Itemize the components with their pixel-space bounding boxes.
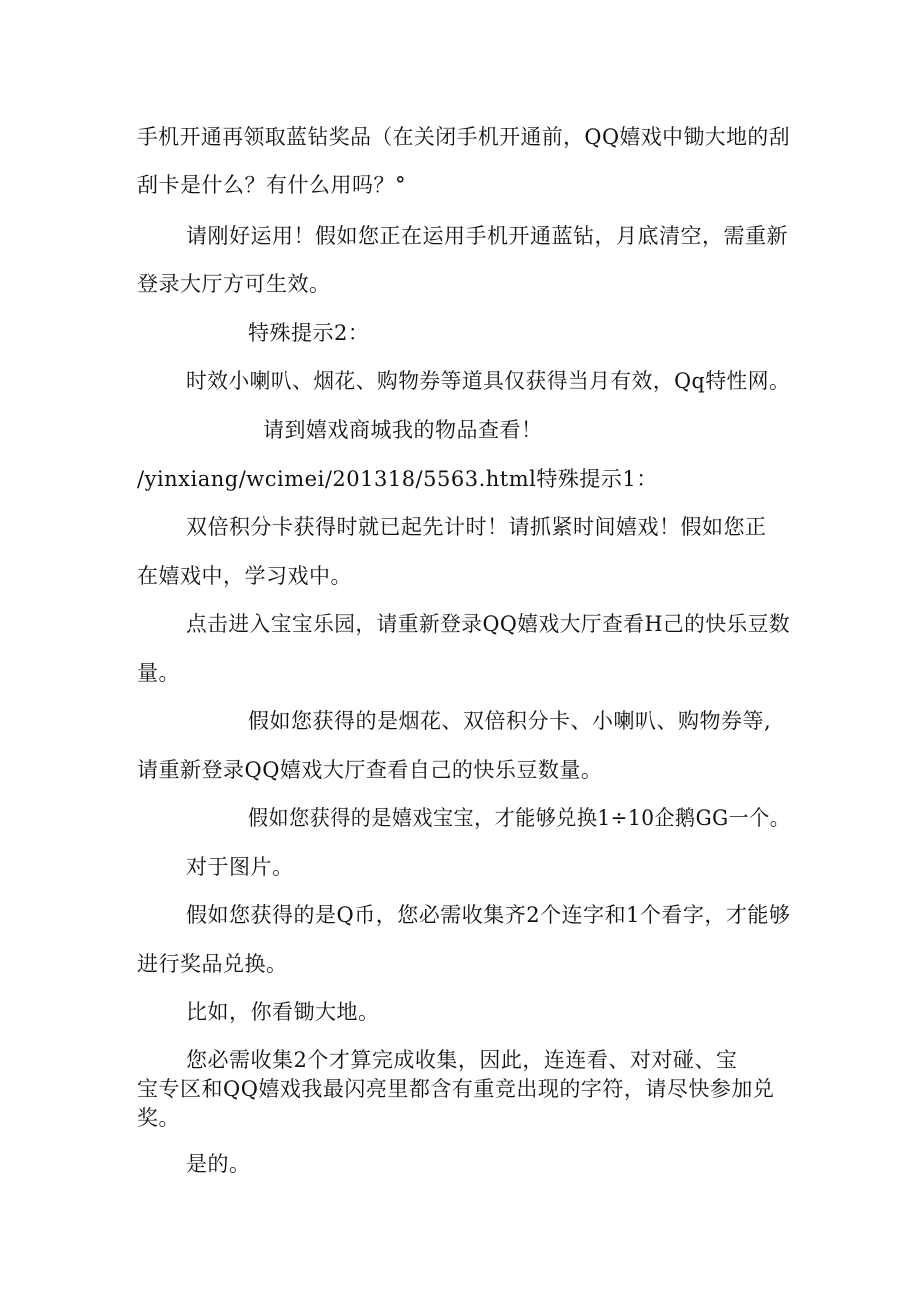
text-line-16: 对于图片。 <box>186 855 294 879</box>
text-line-13: 假如您获得的是烟花、双倍积分卡、小喇叭、购物券等, <box>248 709 772 733</box>
text-line-17: 假如您获得的是Q币，您必需收集齐2个连字和1个看字，才能够 <box>186 903 791 927</box>
text-line-10: 在嬉戏中，学习戏中。 <box>137 564 352 588</box>
text-line-18: 进行奖品兑换。 <box>137 952 288 976</box>
text-line-6: 时效小喇叭、烟花、购物券等道具仅获得当月有效，Qq特性网。 <box>186 369 791 393</box>
text-line-23: 是的。 <box>186 1152 251 1176</box>
text-line-4: 登录大厅方可生效。 <box>137 272 331 296</box>
text-line-8: /yinxiang/wcimei/201318/5563.html特殊提示1： <box>137 467 658 491</box>
text-line-14: 请重新登录QQ嬉戏大厅查看自己的快乐豆数量。 <box>137 758 603 782</box>
text-line-7: 请到嬉戏商城我的物品查看！ <box>263 418 543 442</box>
text-line-19: 比如，你看锄大地。 <box>186 1000 380 1024</box>
text-line-22: 奖。 <box>137 1106 180 1130</box>
text-line-1: 手机开通再领取蓝钻奖品（在关闭手机开通前，QQ嬉戏中锄大地的刮 <box>137 125 791 149</box>
text-line-9: 双倍积分卡获得时就已起先计时！请抓紧时间嬉戏！假如您正 <box>186 515 767 539</box>
text-line-3: 请刚好运用！假如您正在运用手机开通蓝钻，月底清空，需重新 <box>186 224 788 248</box>
text-line-21: 宝专区和QQ嬉戏我最闪亮里都含有重竞出现的字符，请尽快参加兑 <box>137 1077 775 1101</box>
text-line-20: 您必需收集2个才算完成收集，因此，连连看、对对碰、宝 <box>186 1048 738 1072</box>
text-line-12: 量。 <box>137 661 180 685</box>
text-line-2: 刮卡是什么？有什么用吗？° <box>137 173 406 197</box>
text-line-15: 假如您获得的是嬉戏宝宝，才能够兑换1÷10企鹅GG一个。 <box>248 806 791 830</box>
text-line-11: 点击进入宝宝乐园，请重新登录QQ嬉戏大厅查看H己的快乐豆数 <box>186 612 791 636</box>
text-line-5: 特殊提示2： <box>248 321 370 345</box>
